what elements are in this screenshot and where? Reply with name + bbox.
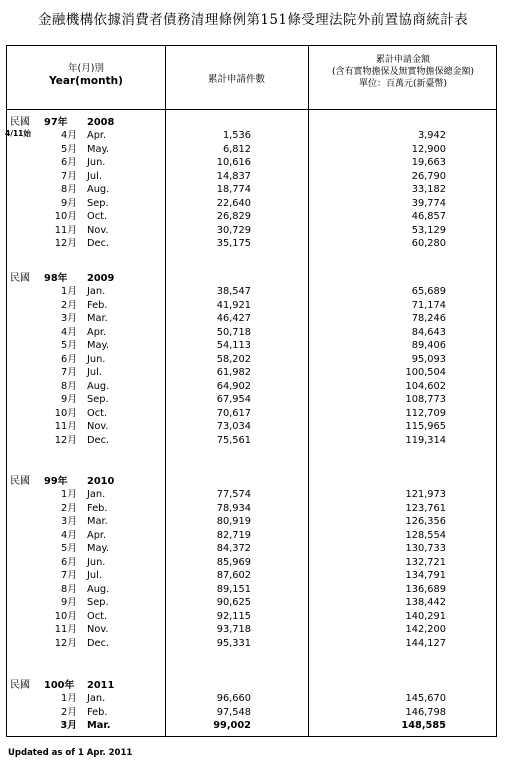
month-cn: 7月 <box>60 367 77 378</box>
cumulative-count: 41,921 <box>216 299 251 311</box>
cumulative-amount: 138,442 <box>405 597 446 608</box>
table-row <box>7 515 498 529</box>
month-en: Nov. <box>87 421 109 432</box>
era-label: 民國 <box>10 117 30 128</box>
table-row <box>7 583 498 597</box>
cumulative-count: 89,151 <box>216 583 251 595</box>
roc-year: 98年 <box>44 273 68 284</box>
cumulative-count: 6,812 <box>222 143 251 155</box>
month-en: Feb. <box>87 502 108 514</box>
month-cn: 12月 <box>54 637 77 649</box>
month-cn: 12月 <box>54 434 77 446</box>
cumulative-count: 90,625 <box>216 597 251 608</box>
cumulative-amount: 104,602 <box>405 380 446 392</box>
cumulative-count: 87,602 <box>216 570 251 581</box>
month-en: Dec. <box>87 637 110 649</box>
cumulative-count: 18,774 <box>216 184 251 195</box>
month-en: May. <box>87 340 109 351</box>
month-cn: 3月 <box>60 516 77 527</box>
cumulative-count: 80,919 <box>216 516 251 527</box>
cumulative-count: 96,660 <box>216 693 251 704</box>
month-cn: 11月 <box>54 224 77 236</box>
year-heading-row <box>7 272 498 286</box>
month-en: Mar. <box>87 720 111 731</box>
cumulative-count: 30,729 <box>216 224 251 236</box>
month-en: Dec. <box>87 238 110 249</box>
table-row <box>7 129 498 143</box>
month-en: Jun. <box>87 157 106 168</box>
month-cn: 4月 <box>60 529 77 541</box>
roc-year: 99年 <box>44 476 68 487</box>
header-year-month <box>7 63 165 87</box>
month-cn: 1月 <box>60 489 77 500</box>
cumulative-amount: 100,504 <box>405 367 446 378</box>
table-row <box>7 556 498 570</box>
cumulative-count: 26,829 <box>216 211 251 222</box>
cumulative-amount: 3,942 <box>417 130 446 141</box>
era-label: 民國 <box>10 476 30 487</box>
cumulative-count: 77,574 <box>216 489 251 500</box>
cumulative-count: 22,640 <box>216 197 251 209</box>
cumulative-amount: 89,406 <box>411 340 446 351</box>
year-heading-row <box>7 475 498 489</box>
month-cn: 7月 <box>60 570 77 581</box>
month-en: Jan. <box>87 693 106 704</box>
cumulative-amount: 123,761 <box>405 502 446 514</box>
table-row <box>7 339 498 353</box>
cumulative-count: 54,113 <box>216 340 251 351</box>
cumulative-amount: 134,791 <box>405 570 446 581</box>
month-cn: 5月 <box>60 340 77 351</box>
month-en: Feb. <box>87 299 108 311</box>
cumulative-amount: 33,182 <box>411 184 446 195</box>
table-row <box>7 183 498 197</box>
month-cn: 12月 <box>54 238 77 249</box>
month-en: Jun. <box>87 353 106 365</box>
month-en: May. <box>87 543 109 554</box>
month-cn: 9月 <box>60 197 77 209</box>
header-amount-subtitle: (含有實物擔保及無實物擔保總金額) <box>331 67 475 77</box>
month-cn: 11月 <box>54 624 77 635</box>
table-row <box>7 393 498 407</box>
cumulative-amount: 144,127 <box>405 637 446 649</box>
month-cn: 9月 <box>60 394 77 405</box>
month-cn: 2月 <box>60 706 77 718</box>
month-en: Mar. <box>87 313 108 324</box>
month-en: Jul. <box>87 570 102 581</box>
cumulative-count: 35,175 <box>216 238 251 249</box>
table-row <box>7 692 498 706</box>
table-row <box>7 596 498 610</box>
month-cn: 8月 <box>60 583 77 595</box>
gregorian-year: 2009 <box>87 273 115 284</box>
month-en: Apr. <box>87 130 107 141</box>
month-cn: 3月 <box>60 720 77 731</box>
month-cn: 11月 <box>54 421 77 432</box>
cumulative-amount: 39,774 <box>411 197 446 209</box>
cumulative-amount: 78,246 <box>411 313 446 324</box>
month-en: Oct. <box>87 407 108 419</box>
month-cn: 7月 <box>60 170 77 182</box>
month-en: Feb. <box>87 706 108 718</box>
cumulative-amount: 46,857 <box>411 211 446 222</box>
statistics-table <box>6 45 497 737</box>
month-en: Jun. <box>87 556 106 568</box>
cumulative-count: 99,002 <box>213 720 251 731</box>
month-cn: 9月 <box>60 597 77 608</box>
month-en: Dec. <box>87 434 110 446</box>
table-row <box>7 380 498 394</box>
month-en: May. <box>87 143 109 155</box>
month-en: Nov. <box>87 224 109 236</box>
gregorian-year: 2008 <box>87 117 115 128</box>
table-row <box>7 623 498 637</box>
table-row <box>7 488 498 502</box>
month-en: Jul. <box>87 170 102 182</box>
cumulative-amount: 148,585 <box>401 720 446 731</box>
header-amount <box>308 54 498 90</box>
header-amount-title: 累計申請金額 <box>375 55 430 65</box>
month-cn: 10月 <box>54 407 77 419</box>
cumulative-amount: 132,721 <box>405 556 446 568</box>
month-en: Jan. <box>87 286 106 297</box>
cumulative-amount: 53,129 <box>411 224 446 236</box>
cumulative-amount: 112,709 <box>405 407 446 419</box>
month-en: Apr. <box>87 326 107 338</box>
month-cn: 4月 <box>60 130 77 141</box>
cumulative-count: 58,202 <box>216 353 251 365</box>
cumulative-amount: 95,093 <box>411 353 446 365</box>
start-date-note: 4/11始 <box>5 129 31 138</box>
table-row <box>7 502 498 516</box>
gregorian-year: 2011 <box>87 680 115 691</box>
update-note: Updated as of 1 Apr. 2011 <box>8 748 133 758</box>
cumulative-amount: 115,965 <box>405 421 446 432</box>
header-amount-unit: 單位：百萬元(新臺幣) <box>358 79 448 89</box>
cumulative-count: 46,427 <box>216 313 251 324</box>
table-row <box>7 366 498 380</box>
table-row <box>7 143 498 157</box>
month-cn: 3月 <box>60 313 77 324</box>
table-row <box>7 197 498 211</box>
cumulative-count: 97,548 <box>216 706 251 718</box>
table-row <box>7 706 498 720</box>
header-year-month-en: Year(month) <box>49 75 123 87</box>
cumulative-amount: 65,689 <box>411 286 446 297</box>
table-row <box>7 637 498 651</box>
table-row <box>7 326 498 340</box>
cumulative-count: 61,982 <box>216 367 251 378</box>
month-en: Jul. <box>87 367 102 378</box>
table-row <box>7 210 498 224</box>
roc-year: 100年 <box>44 680 75 691</box>
month-cn: 5月 <box>60 543 77 554</box>
month-en: Sep. <box>87 597 109 608</box>
month-cn: 1月 <box>60 286 77 297</box>
cumulative-count: 84,372 <box>216 543 251 554</box>
table-row <box>7 312 498 326</box>
table-row <box>7 719 498 733</box>
month-cn: 2月 <box>60 502 77 514</box>
month-cn: 2月 <box>60 299 77 311</box>
roc-year: 97年 <box>44 117 68 128</box>
table-row <box>7 237 498 251</box>
cumulative-amount: 126,356 <box>405 516 446 527</box>
month-cn: 1月 <box>60 693 77 704</box>
table-row <box>7 156 498 170</box>
cumulative-amount: 130,733 <box>405 543 446 554</box>
cumulative-count: 95,331 <box>216 637 251 649</box>
table-row <box>7 610 498 624</box>
month-en: Jan. <box>87 489 106 500</box>
page-title: 金融機構依據消費者債務清理條例第151條受理法院外前置協商統計表 <box>37 12 469 28</box>
month-cn: 6月 <box>60 157 77 168</box>
cumulative-count: 85,969 <box>216 556 251 568</box>
cumulative-amount: 140,291 <box>405 610 446 622</box>
cumulative-amount: 12,900 <box>411 143 446 155</box>
cumulative-amount: 26,790 <box>411 170 446 182</box>
year-heading-row <box>7 679 498 693</box>
month-en: Apr. <box>87 529 107 541</box>
month-en: Nov. <box>87 624 109 635</box>
month-en: Aug. <box>87 184 110 195</box>
cumulative-amount: 128,554 <box>405 529 446 541</box>
table-row <box>7 224 498 238</box>
cumulative-count: 70,617 <box>216 407 251 419</box>
table-row <box>7 285 498 299</box>
table-row <box>7 529 498 543</box>
cumulative-count: 92,115 <box>216 610 251 622</box>
cumulative-amount: 84,643 <box>411 326 446 338</box>
cumulative-amount: 19,663 <box>411 157 446 168</box>
header-count: 累計申請件數 <box>207 74 265 85</box>
cumulative-amount: 146,798 <box>405 706 446 718</box>
cumulative-amount: 136,689 <box>405 583 446 595</box>
cumulative-count: 93,718 <box>216 624 251 635</box>
cumulative-amount: 145,670 <box>405 693 446 704</box>
era-label: 民國 <box>10 273 30 284</box>
month-en: Mar. <box>87 516 108 527</box>
table-row <box>7 542 498 556</box>
table-row <box>7 170 498 184</box>
month-cn: 4月 <box>60 326 77 338</box>
month-en: Sep. <box>87 394 109 405</box>
cumulative-amount: 142,200 <box>405 624 446 635</box>
gregorian-year: 2010 <box>87 476 115 487</box>
month-en: Sep. <box>87 197 109 209</box>
cumulative-amount: 108,773 <box>405 394 446 405</box>
table-row <box>7 569 498 583</box>
table-row <box>7 434 498 448</box>
cumulative-count: 82,719 <box>216 529 251 541</box>
month-cn: 5月 <box>60 143 77 155</box>
cumulative-amount: 119,314 <box>405 434 446 446</box>
header-year-month-cn: 年(月)別 <box>68 63 104 74</box>
era-label: 民國 <box>10 680 30 691</box>
cumulative-amount: 121,973 <box>405 489 446 500</box>
cumulative-count: 64,902 <box>216 380 251 392</box>
cumulative-count: 50,718 <box>216 326 251 338</box>
cumulative-count: 14,837 <box>216 170 251 182</box>
table-row <box>7 353 498 367</box>
cumulative-count: 75,561 <box>216 434 251 446</box>
month-cn: 8月 <box>60 380 77 392</box>
month-en: Aug. <box>87 583 110 595</box>
cumulative-count: 78,934 <box>216 502 251 514</box>
month-cn: 10月 <box>54 211 77 222</box>
month-cn: 6月 <box>60 353 77 365</box>
month-cn: 6月 <box>60 556 77 568</box>
cumulative-amount: 60,280 <box>411 238 446 249</box>
table-row <box>7 299 498 313</box>
cumulative-count: 38,547 <box>216 286 251 297</box>
table-row <box>7 407 498 421</box>
month-en: Aug. <box>87 380 110 392</box>
month-en: Oct. <box>87 211 108 222</box>
cumulative-count: 73,034 <box>216 421 251 432</box>
month-en: Oct. <box>87 610 108 622</box>
cumulative-count: 67,954 <box>216 394 251 405</box>
month-cn: 10月 <box>54 610 77 622</box>
month-cn: 8月 <box>60 184 77 195</box>
cumulative-count: 10,616 <box>216 157 251 168</box>
table-row <box>7 420 498 434</box>
cumulative-amount: 71,174 <box>411 299 446 311</box>
cumulative-count: 1,536 <box>222 130 251 141</box>
header-divider <box>7 109 496 110</box>
